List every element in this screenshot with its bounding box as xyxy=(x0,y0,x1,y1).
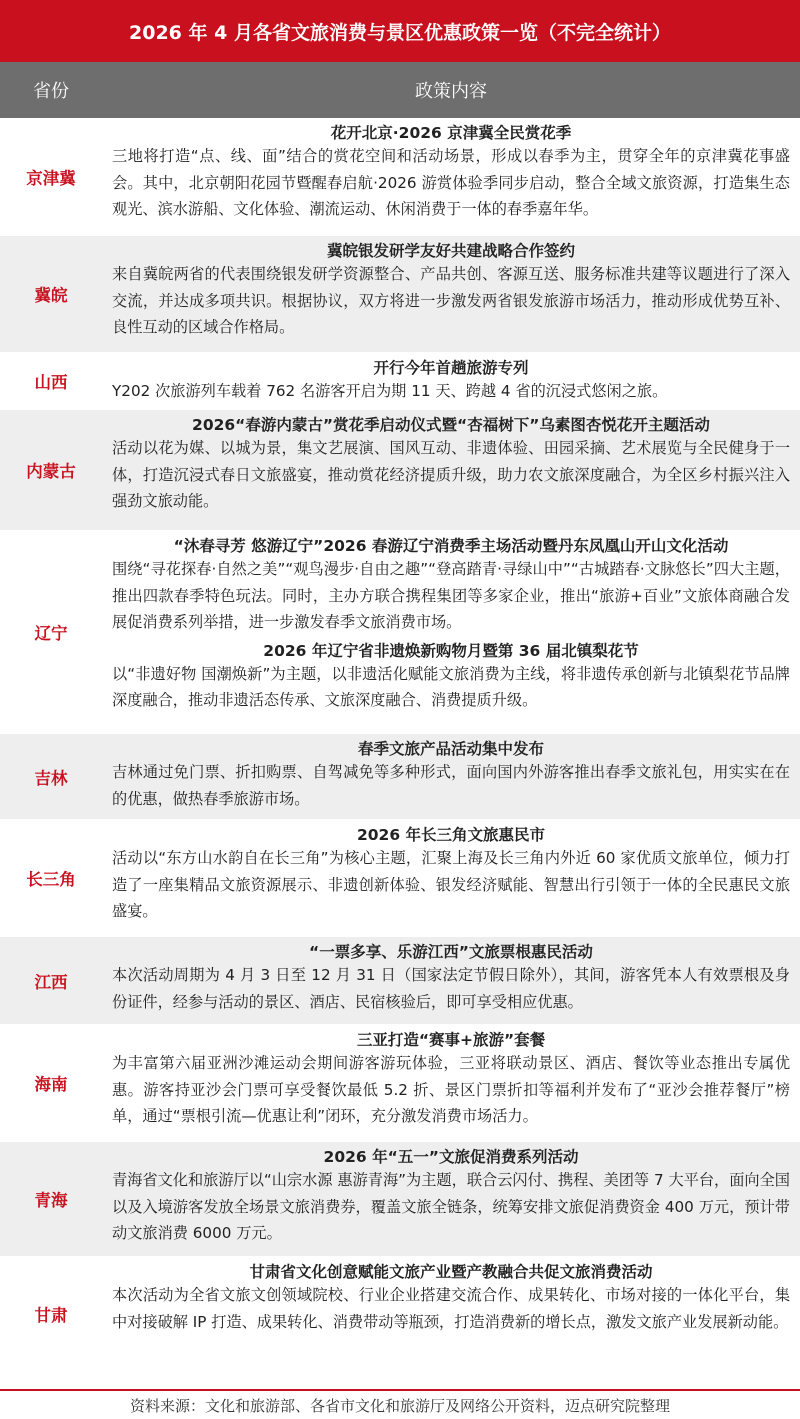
policy-cell xyxy=(102,937,800,1024)
table-row xyxy=(0,733,800,819)
policy-title: “一票多享、乐游江西”文旅票根惠民活动 xyxy=(309,943,593,961)
policy-cell xyxy=(102,531,800,733)
policy-body: 围绕“寻花探春·自然之美”“观鸟漫步·自由之趣”“登高踏青·寻绿山中”“古城踏春·文脉悠长”四大主题，推出四款春季特色玩法。同时，主办方联合携程集团等多家企业，推出“旅游+百业”文旅体商融合发展促消费系列举措，进一步激发春季文旅消费市场。 xyxy=(112,560,790,631)
table-row xyxy=(0,235,800,352)
policy-title: 冀皖银发研学友好共建战略合作签约 xyxy=(326,242,575,260)
policy-title: 花开北京·2026 京津冀全民赏花季 xyxy=(330,124,572,142)
province-cell: 辽宁 xyxy=(34,624,68,643)
province-cell: 吉林 xyxy=(34,768,68,788)
policy-body: Y202 次旅游列车载着 762 名游客开启为期 11 天、跨越 4 省的沉浸式悠闲之旅。 xyxy=(112,382,668,400)
policy-title: 开行今年首趟旅游专列 xyxy=(373,359,529,377)
policy-body: 以“非遗好物 国潮焕新”为主题，以非遗活化赋能文旅消费为主线，将非遗传承创新与北镇梨花节品牌深度融合，推动非遗活态传承、文旅深度融合、消费提质升级。 xyxy=(112,664,790,709)
policy-body: 本次活动为全省文旅文创领域院校、行业企业搭建交流合作、成果转化、市场对接的一体化平台，集中对接破解 IP 打造、成果转化、消费带动等瓶颈，打造消费新的增长点，激发文旅产业发展新动能。 xyxy=(112,1286,790,1331)
policy-title: “沐春寻芳 悠游辽宁”2026 春游辽宁消费季主场活动暨丹东凤凰山开山文化活动 xyxy=(173,537,729,555)
policy-cell xyxy=(102,1025,800,1141)
policy-cell xyxy=(102,820,800,936)
policy-table xyxy=(0,118,800,1371)
policy-title: 2026 年“五一”文旅促消费系列活动 xyxy=(323,1148,579,1166)
table-row xyxy=(0,1256,800,1371)
table-row xyxy=(0,352,800,409)
policy-cell xyxy=(102,734,800,819)
province-cell: 内蒙古 xyxy=(26,462,76,481)
policy-cell xyxy=(102,1257,800,1371)
policy-body: 为丰富第六届亚洲沙滩运动会期间游客游玩体验，三亚将联动景区、酒店、餐饮等业态推出专属优惠。游客持亚沙会门票可享受餐饮最低 5.2 折、景区门票折扣等福利并发布了“亚沙会推荐餐厅”榜单，通过“票根引流—优惠让利”闭环，充分激发消费市场活力。 xyxy=(112,1054,790,1125)
table-row xyxy=(0,936,800,1024)
policy-title: 2026 年辽宁省非遗焕新购物月暨第 36 届北镇梨花节 xyxy=(263,641,639,660)
policy-title: 2026“春游内蒙古”赏花季启动仪式暨“杏福树下”乌素图杏悦花开主题活动 xyxy=(192,416,710,434)
table-row xyxy=(0,118,800,235)
policy-title: 甘肃省文化创意赋能文旅产业暨产教融合共促文旅消费活动 xyxy=(249,1263,653,1281)
province-cell: 青海 xyxy=(34,1191,68,1210)
province-cell: 冀皖 xyxy=(34,286,68,305)
policy-body: 吉林通过免门票、折扣购票、自驾减免等多种形式，面向国内外游客推出春季文旅礼包，用实实在在的优惠，做热春季旅游市场。 xyxy=(112,763,790,808)
policy-body: 活动以花为媒、以城为景，集文艺展演、国风互动、非遗体验、田园采摘、艺术展览与全民健身于一体，打造沉浸式春日文旅盛宴，推动赏花经济提质升级，助力农文旅深度融合，为全区乡村振兴注入强劲文旅动能。 xyxy=(112,439,790,510)
source-note: 资料来源：文化和旅游部、各省市文化和旅游厅及网络公开资料，迈点研究院整理 xyxy=(0,1389,800,1419)
province-cell: 海南 xyxy=(34,1075,68,1094)
policy-body: 来自冀皖两省的代表围绕银发研学资源整合、产品共创、客源互送、服务标准共建等议题进行了深入交流，并达成多项共识。根据协议，双方将进一步激发两省银发旅游市场活力，推动形成优势互补、良性互动的区域合作格局。 xyxy=(112,265,790,336)
province-cell: 江西 xyxy=(34,972,68,992)
policy-cell xyxy=(102,353,800,409)
policy-cell xyxy=(102,1142,800,1256)
table-row xyxy=(0,1141,800,1256)
province-cell: 甘肃 xyxy=(34,1306,68,1325)
policy-body: 本次活动周期为 4 月 3 日至 12 月 31 日（国家法定节假日除外），其间，游客凭本人有效票根及身份证件，经参与活动的景区、酒店、民宿核验后，即可享受相应优惠。 xyxy=(112,966,790,1011)
policy-body: 活动以“东方山水韵自在长三角”为核心主题，汇聚上海及长三角内外近 60 家优质文旅单位，倾力打造了一座集精品文旅资源展示、非遗创新体验、银发经济赋能、智慧出行引领于一体的全民惠民文旅盛宴。 xyxy=(112,849,790,920)
policy-cell xyxy=(102,410,800,530)
header-province: 省份 xyxy=(33,81,69,102)
page-title: 2026 年 4 月各省文旅消费与景区优惠政策一览（不完全统计） xyxy=(0,0,800,62)
policy-title: 2026 年长三角文旅惠民市 xyxy=(356,826,546,844)
policy-cell xyxy=(102,236,800,352)
header-policy: 政策内容 xyxy=(415,81,487,102)
table-header xyxy=(0,62,800,118)
policy-body: 三地将打造“点、线、面”结合的赏花空间和活动场景，形成以春季为主，贯穿全年的京津冀花事盛会。其中，北京朝阳花园节暨醒春启航·2026 游赏体验季同步启动，整合全域文旅资源，打造集生态观光、滨水游船、文化体验、潮流运动、休闲消费于一体的春季嘉年华。 xyxy=(112,147,790,218)
province-cell: 京津冀 xyxy=(26,168,76,188)
policy-cell xyxy=(102,118,800,235)
policy-body: 青海省文化和旅游厅以“山宗水源 惠游青海”为主题，联合云闪付、携程、美团等 7 大平台，面向全国以及入境游客发放全场景文旅消费券，覆盖文旅全链条，统筹安排文旅促消费资金 400 万元，预计带动文旅消费 6000 万元。 xyxy=(112,1171,790,1242)
province-cell: 长三角 xyxy=(26,870,76,889)
policy-title: 三亚打造“赛事+旅游”套餐 xyxy=(356,1031,546,1049)
table-row xyxy=(0,1024,800,1141)
table-row xyxy=(0,819,800,936)
province-cell: 山西 xyxy=(34,373,68,392)
policy-title: 春季文旅产品活动集中发布 xyxy=(357,740,544,758)
table-row xyxy=(0,409,800,530)
table-row xyxy=(0,530,800,733)
